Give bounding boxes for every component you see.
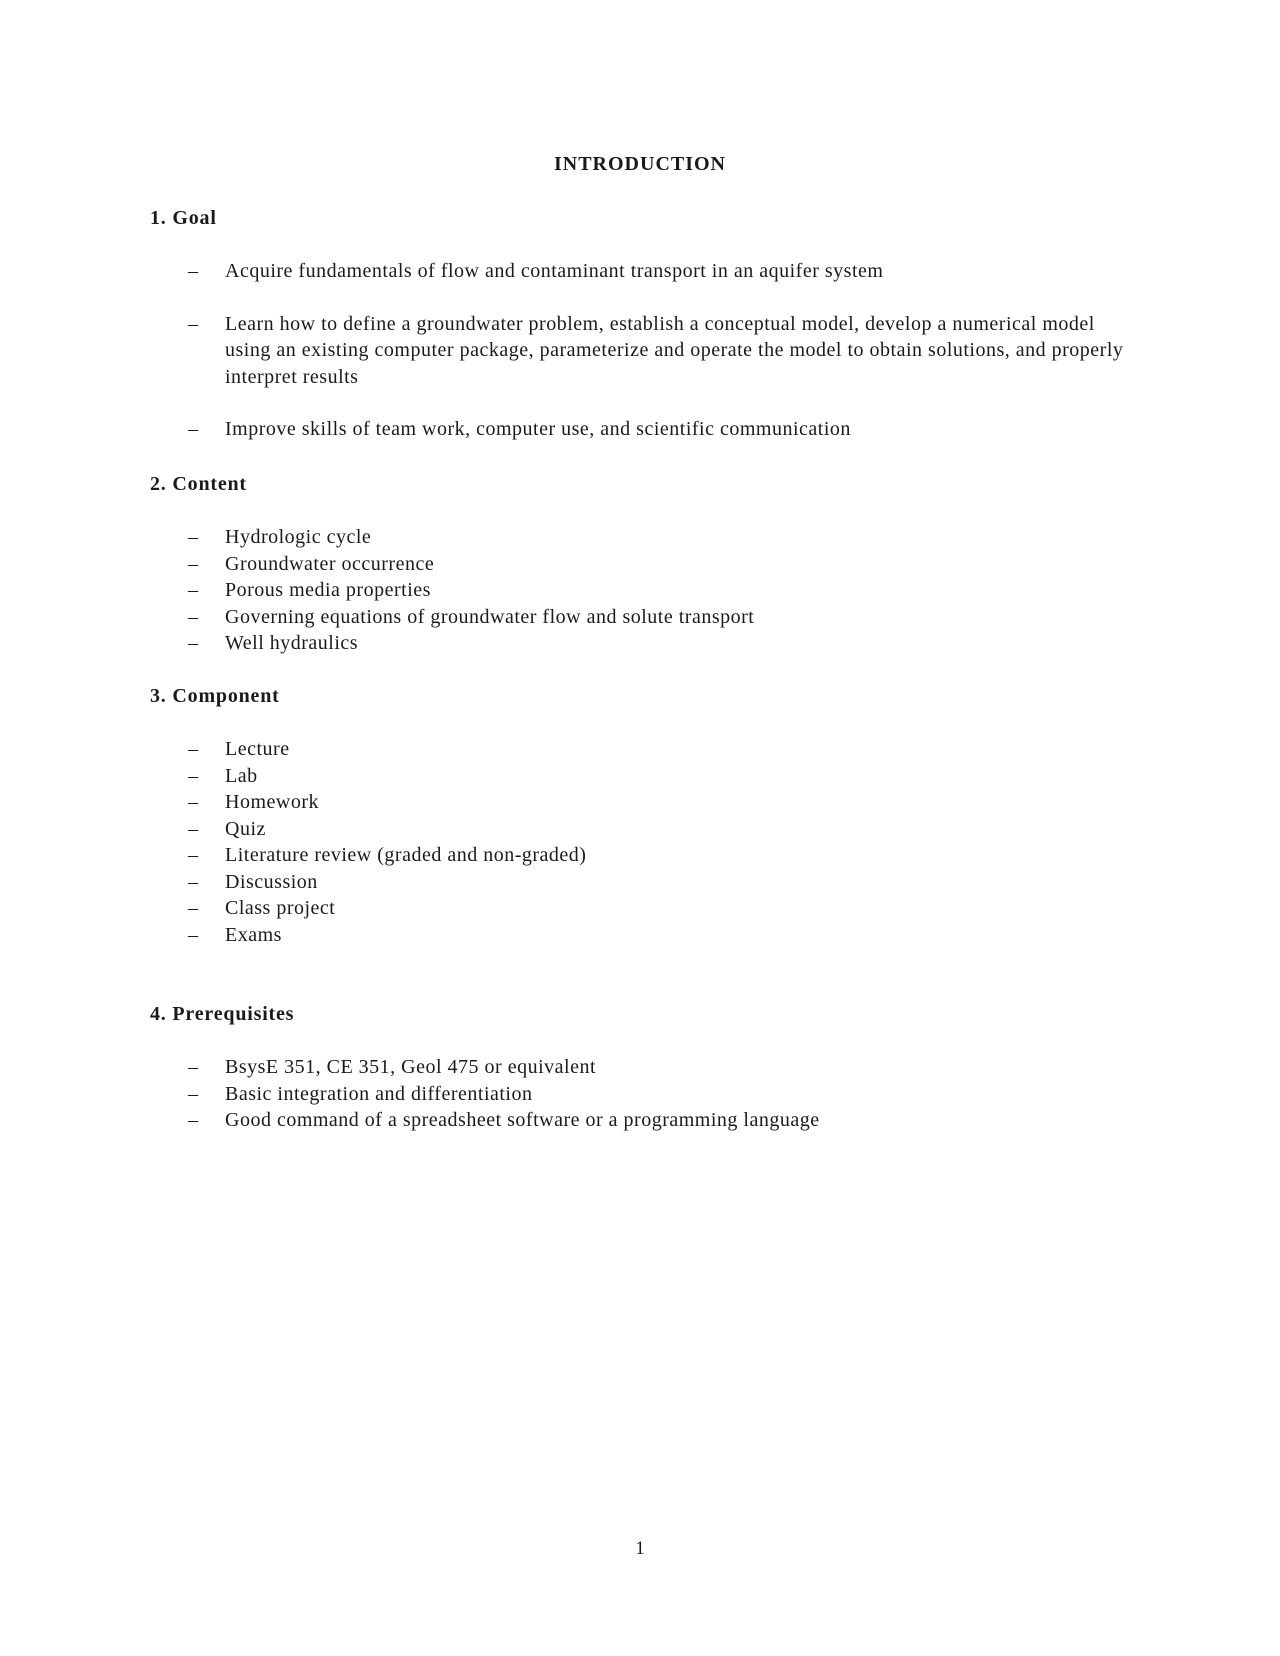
list-item	[150, 577, 1130, 604]
list-item	[150, 551, 1130, 578]
bullet-dash: –	[188, 897, 199, 919]
list-item-text: Improve skills of team work, computer use, and scientific communication	[225, 418, 851, 440]
component-list	[150, 736, 1130, 948]
list-item-text: Discussion	[225, 870, 318, 893]
goal-list	[150, 258, 1130, 443]
section-heading-goal: 1. Goal	[150, 207, 217, 229]
bullet-dash: –	[188, 817, 199, 840]
list-item	[150, 311, 1130, 391]
section-heading-content: 2. Content	[150, 473, 247, 495]
list-item	[150, 1107, 1130, 1134]
list-item-text: Lecture	[225, 738, 290, 760]
page-title: INTRODUCTION	[553, 153, 727, 175]
list-item	[150, 524, 1130, 551]
list-item-text: Well hydraulics	[225, 632, 359, 654]
bullet-dash: –	[188, 260, 199, 282]
bullet-dash: –	[188, 579, 199, 601]
bullet-dash: –	[188, 1082, 199, 1105]
list-item	[150, 869, 1130, 896]
list-item	[150, 895, 1130, 922]
section-heading-component: 3. Component	[150, 685, 280, 707]
list-item	[150, 258, 1130, 285]
bullet-dash: –	[188, 632, 199, 654]
list-item-text: Lab	[225, 764, 258, 787]
bullet-dash: –	[188, 1056, 199, 1078]
bullet-dash: –	[188, 312, 199, 335]
list-item-text: Acquire fundamentals of flow and contaminant transport in an aquifer system	[225, 260, 884, 282]
list-item-text: Basic integration and differentiation	[225, 1082, 533, 1105]
list-item	[150, 842, 1130, 869]
list-item	[150, 1081, 1130, 1108]
list-item	[150, 816, 1130, 843]
bullet-dash: –	[188, 764, 199, 787]
list-item	[150, 922, 1130, 949]
list-item-text: Learn how to define a groundwater problem, establish a conceptual model, develop a numerical model using an existing computer package, parameterize and operate the model to obtain solutions, and properly interpret results	[225, 312, 1124, 388]
list-item-text: Homework	[225, 791, 319, 813]
bullet-dash: –	[188, 552, 199, 575]
bullet-dash: –	[188, 844, 199, 866]
bullet-dash: –	[188, 923, 199, 946]
list-item	[150, 630, 1130, 657]
list-item-text: Exams	[225, 923, 282, 946]
list-item	[150, 789, 1130, 816]
page-number: 1	[635, 1538, 645, 1559]
list-item-text: Class project	[225, 897, 336, 919]
prerequisites-list	[150, 1054, 1130, 1134]
list-item-text: Quiz	[225, 817, 266, 840]
list-item	[150, 416, 1130, 443]
list-item-text: Hydrologic cycle	[225, 526, 372, 548]
list-item-text: Porous media properties	[225, 579, 431, 601]
bullet-dash: –	[188, 605, 199, 628]
list-item	[150, 763, 1130, 790]
content-list	[150, 524, 1130, 657]
bullet-dash: –	[188, 1109, 199, 1131]
list-item	[150, 736, 1130, 763]
bullet-dash: –	[188, 870, 199, 893]
list-item-text: Literature review (graded and non-graded)	[225, 844, 587, 866]
list-item	[150, 1054, 1130, 1081]
list-item	[150, 604, 1130, 631]
list-item-text: Governing equations of groundwater flow and solute transport	[225, 605, 755, 628]
list-item-text: BsysE 351, CE 351, Geol 475 or equivalent	[225, 1056, 597, 1078]
list-item-text: Good command of a spreadsheet software or a programming language	[225, 1109, 820, 1131]
bullet-dash: –	[188, 418, 199, 440]
list-item-text: Groundwater occurrence	[225, 552, 435, 575]
section-heading-prerequisites: 4. Prerequisites	[150, 1003, 295, 1025]
bullet-dash: –	[188, 738, 199, 760]
bullet-dash: –	[188, 791, 199, 813]
bullet-dash: –	[188, 526, 199, 548]
